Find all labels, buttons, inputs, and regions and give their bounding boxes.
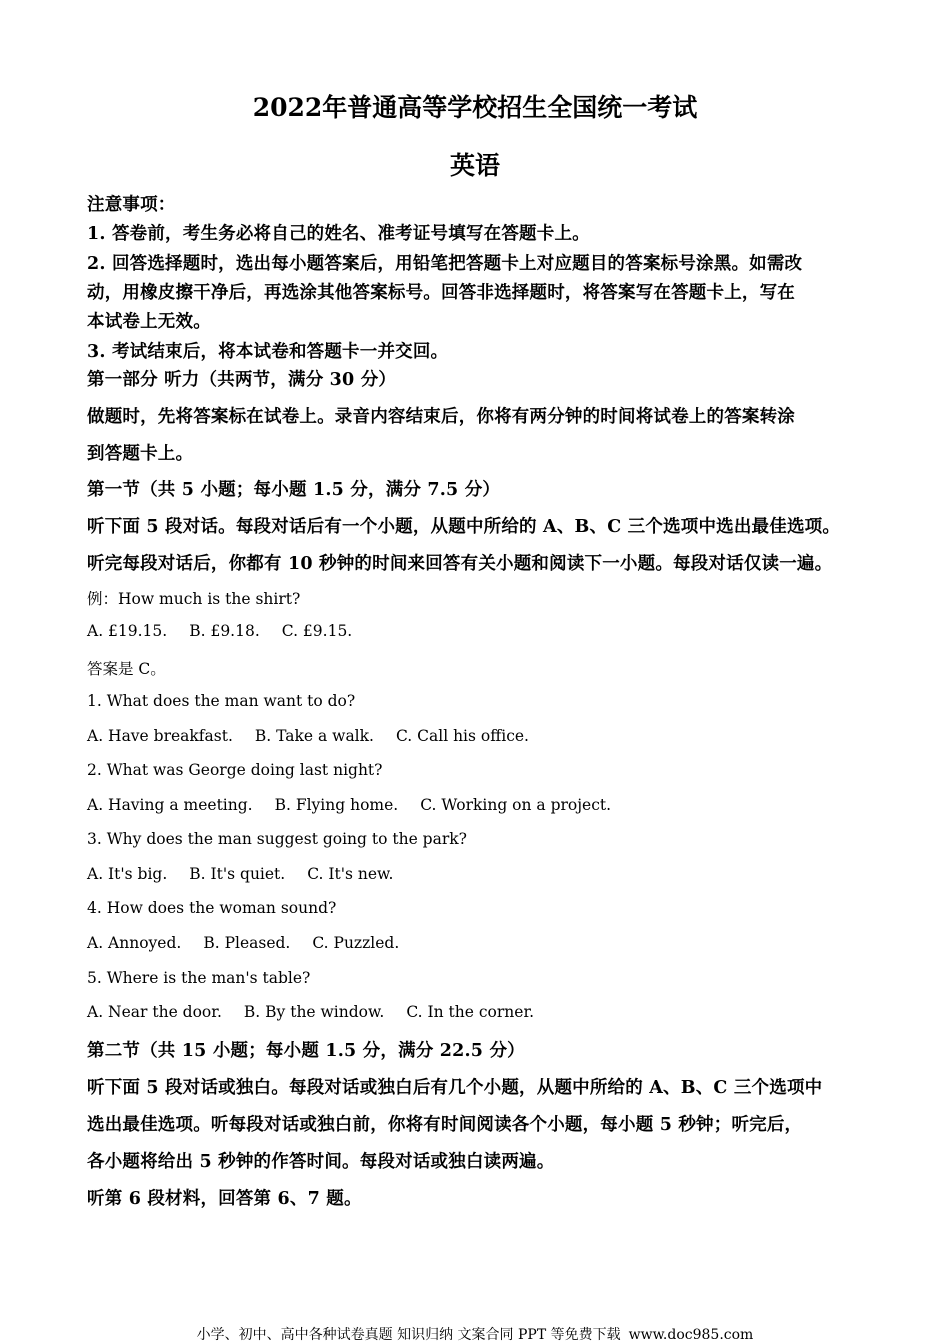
option: A. Have breakfast. [87,727,233,745]
section2-heading: 第二节（共 15 小题；每小题 1.5 分，满分 22.5 分） [87,1041,525,1061]
footer-site-link[interactable]: www.doc985.com [628,1327,754,1343]
question: 2. What was George doing last night? [87,761,383,779]
question: 5. Where is the man's table? [87,969,311,987]
option: C. It's new. [307,865,394,883]
subject-title: 英语 [449,151,500,180]
option: A. Near the door. [87,1003,222,1021]
part1-intro: 到答题卡上。 [87,444,194,464]
notice-item: 动，用橡皮擦干净后，再选涂其他答案标号。回答非选择题时，将答案写在答题卡上，写在 [87,283,795,303]
part1-heading: 第一部分 听力（共两节，满分 30 分） [87,370,397,390]
question-options [87,934,421,952]
option: A. £19.15. [87,622,168,640]
option: A. Having a meeting. [87,796,253,814]
section1-instruction: 听完每段对话后，你都有 10 秒钟的时间来回答有关小题和阅读下一小题。每段对话仅读一遍。 [87,554,833,574]
example-options [87,622,374,640]
question-options [87,865,415,883]
notice-heading: 注意事项： [87,195,176,215]
question: 1. What does the man want to do? [87,692,356,710]
option: A. It's big. [87,865,168,883]
option: C. Working on a project. [420,796,612,814]
question: 3. Why does the man suggest going to the park? [87,830,467,848]
question-options [87,1003,556,1021]
page-footer [0,1324,950,1344]
question-options [87,727,551,745]
notice-item: 本试卷上无效。 [87,312,211,332]
option: B. Take a walk. [254,727,374,745]
material-prompt: 听第 6 段材料，回答第 6、7 题。 [87,1189,362,1209]
notice-item: 3. 考试结束后，将本试卷和答题卡一并交回。 [87,342,449,362]
question-options [87,796,633,814]
question: 4. How does the woman sound? [87,899,337,917]
option: C. Puzzled. [312,934,400,952]
option: C. In the corner. [406,1003,535,1021]
example-question: 例：How much is the shirt? [87,590,301,608]
option: B. By the window. [243,1003,385,1021]
section2-instruction: 选出最佳选项。听每段对话或独白前，你将有时间阅读各个小题，每小题 5 秒钟；听完后， [87,1115,803,1135]
option: C. Call his office. [395,727,529,745]
option: B. £9.18. [189,622,260,640]
section1-instruction: 听下面 5 段对话。每段对话后有一个小题，从题中所给的 A、B、C 三个选项中选出最佳选项。 [87,517,841,537]
example-answer: 答案是 C。 [87,660,166,678]
footer-text: 小学、初中、高中各种试卷真题 知识归纳 文案合同 PPT 等免费下载 [196,1327,621,1343]
option: A. Annoyed. [87,934,182,952]
section1-heading: 第一节（共 5 小题；每小题 1.5 分，满分 7.5 分） [87,480,501,500]
option: B. Flying home. [274,796,399,814]
option: B. Pleased. [203,934,291,952]
notice-item: 2. 回答选择题时，选出每小题答案后，用铅笔把答题卡上对应题目的答案标号涂黑。如需改 [87,254,803,274]
section2-instruction: 各小题将给出 5 秒钟的作答时间。每段对话或独白读两遍。 [87,1152,555,1172]
notice-item: 1. 答卷前，考生务必将自己的姓名、准考证号填写在答题卡上。 [87,224,590,244]
exam-title: 2022年普通高等学校招生全国统一考试 [252,93,698,122]
option: B. It's quiet. [189,865,286,883]
part1-intro: 做题时，先将答案标在试卷上。录音内容结束后，你将有两分钟的时间将试卷上的答案转涂 [87,407,795,427]
section2-instruction: 听下面 5 段对话或独白。每段对话或独白后有几个小题，从题中所给的 A、B、C 三个选项中 [87,1078,823,1098]
option: C. £9.15. [281,622,353,640]
